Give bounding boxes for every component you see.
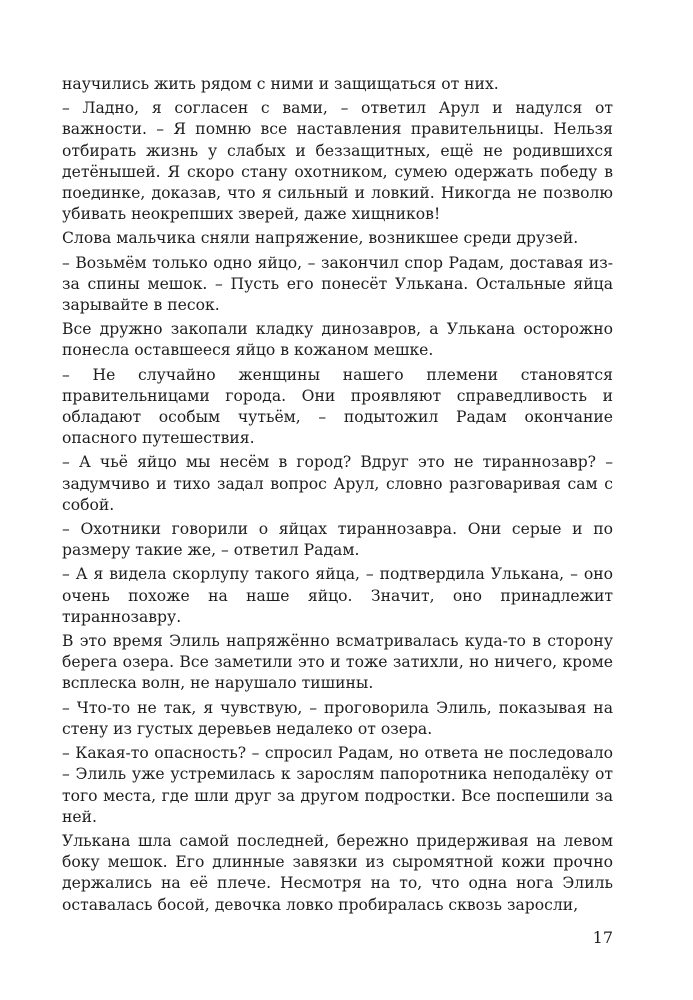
paragraph-13: Улькана шла самой последней, бережно придерживая на левом боку мешок. Его длинные завязки из сыромятной кожи прочно держались на её плече. Несмотря на то, что одна нога Элиль оставалась босой, девочка ловко пробиралась сквозь заросли,	[62, 831, 613, 914]
paragraph-1: научились жить рядом с ними и защищаться от них.	[62, 75, 499, 93]
paragraph-7: – А чьё яйцо мы несём в город? Вдруг это не тираннозавр? – задумчиво и тихо задал вопрос Арул, словно разговаривая сам с собой.	[62, 453, 613, 514]
paragraph-3: Слова мальчика сняли напряжение, возникшее среди друзей.	[62, 229, 579, 248]
paragraph-4: – Возьмём только одно яйцо, – закончил спор Радам, доставая из-за спины мешок. – Пусть его понесёт Улькана. Остальные яйца зарывайте в песок.	[62, 253, 613, 315]
paragraph-12: – Какая-то опасность? – спросил Радам, но ответа не последовало – Элиль уже устремилась к зарослям папоротника неподалёку от того места, где шли друг за другом подростки. Все поспешили за ней.	[62, 744, 613, 826]
paragraph-5: Все дружно закопали кладку динозавров, а Улькана осторожно понесла оставшееся яйцо в кожаном мешке.	[62, 320, 613, 360]
paragraph-9: – А я видела скорлупу такого яйца, – подтвердила Улькана, – оно очень похоже на наше яйцо. Значит, оно принадлежит тираннозавру.	[62, 565, 613, 626]
paragraph-8: – Охотники говорили о яйцах тираннозавра. Они серые и по размеру такие же, – ответил Радам.	[62, 520, 613, 560]
page-text	[62, 74, 613, 919]
paragraph-2: – Ладно, я согласен с вами, – ответил Арул и надулся от важности. – Я помню все наставления правительницы. Нельзя отбирать жизнь у слабых и беззащитных, ещё не родившихся детёнышей. Я скоро стану охотником, сумею одержать победу в поединке, доказав, что я сильный и ловкий. Никогда не позволю убивать неокрепших зверей, даже хищников!	[62, 99, 613, 224]
page-number: 17	[592, 928, 613, 947]
paragraph-6: – Не случайно женщины нашего племени становятся правительницами города. Они проявляют справедливость и обладают особым чутьём, – подытожил Радам окончание опасного путешествия.	[62, 365, 613, 448]
paragraph-11: – Что-то не так, я чувствую, – проговорила Элиль, показывая на стену из густых деревьев недалеко от озера.	[62, 698, 613, 738]
paragraph-10: В это время Элиль напряжённо всматривалась куда-то в сторону берега озера. Все заметили это и тоже затихли, но ничего, кроме всплеска волн, не нарушало тишины.	[62, 632, 613, 693]
